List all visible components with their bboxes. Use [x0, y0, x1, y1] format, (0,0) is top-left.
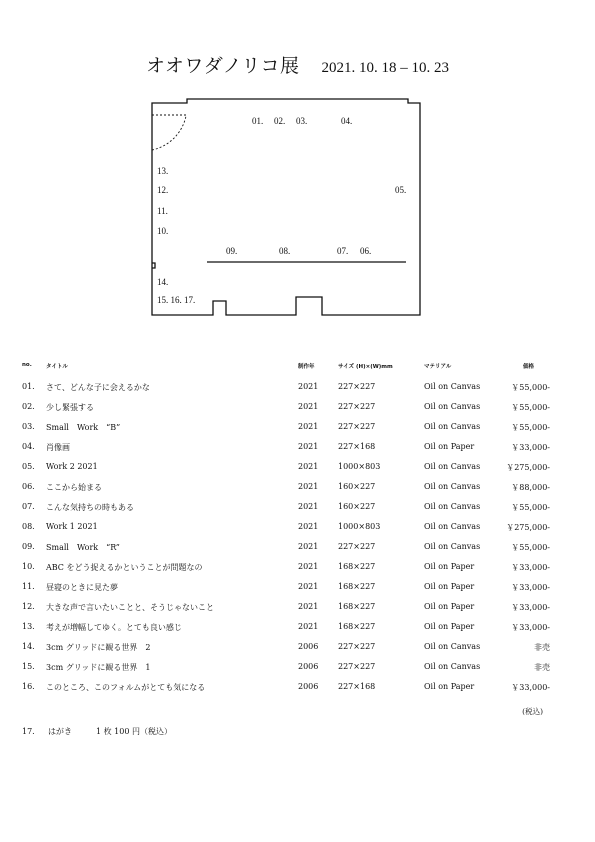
cell-no: 14. [22, 642, 35, 651]
plan-label-02: 02. [274, 116, 286, 126]
cell-price: ￥33,000- [511, 623, 550, 632]
plan-label-08: 08. [279, 246, 291, 256]
cell-material: Oil on Paper [424, 442, 475, 451]
cell-price: ￥88,000- [511, 483, 550, 492]
cell-year: 2021 [298, 602, 319, 611]
cell-title: さて、どんな子に会えるかな [46, 383, 150, 392]
cell-year: 2021 [298, 442, 319, 451]
header-price: 価格 [522, 364, 534, 370]
table-row [20, 602, 560, 622]
cell-year: 2021 [298, 622, 319, 631]
plan-label-04: 04. [341, 116, 353, 126]
cell-price: ￥55,000- [511, 383, 550, 392]
cell-size: 1000×803 [338, 462, 381, 471]
cell-year: 2021 [298, 482, 319, 491]
cell-material: Oil on Canvas [424, 482, 481, 491]
cell-price: ￥33,000- [511, 563, 550, 572]
cell-title: 大きな声で言いたいことと、そうじゃないこと [46, 603, 214, 612]
cell-year: 2021 [298, 502, 319, 511]
cell-title: 少し緊張する [46, 403, 94, 412]
cell-title: 肖像画 [46, 443, 70, 452]
postcard-detail: 1 枚 100 円（税込） [96, 727, 172, 736]
cell-material: Oil on Canvas [424, 542, 481, 551]
plan-label-03: 03. [296, 116, 308, 126]
floor-plan-wall [152, 99, 420, 315]
cell-size: 227×227 [338, 662, 376, 671]
cell-year: 2021 [298, 402, 319, 411]
cell-size: 227×227 [338, 422, 376, 431]
cell-material: Oil on Canvas [424, 662, 481, 671]
table-header [20, 362, 560, 382]
plan-label-11: 11. [157, 206, 168, 216]
cell-title: ここから始まる [46, 483, 102, 492]
artwork-table [20, 362, 560, 702]
table-row [20, 502, 560, 522]
cell-no: 09. [22, 542, 35, 551]
cell-material: Oil on Canvas [424, 402, 481, 411]
cell-year: 2021 [298, 582, 319, 591]
cell-material: Oil on Canvas [424, 522, 481, 531]
header-size: サイズ (H)×(W)mm [338, 364, 393, 370]
cell-year: 2021 [298, 542, 319, 551]
table-row [20, 382, 560, 402]
cell-price: ￥55,000- [511, 403, 550, 412]
cell-no: 16. [22, 682, 35, 691]
table-row [20, 422, 560, 442]
cell-material: Oil on Canvas [424, 502, 481, 511]
floor-plan [0, 0, 595, 330]
cell-no: 15. [22, 662, 35, 671]
cell-price: ￥55,000- [511, 503, 550, 512]
cell-no: 02. [22, 402, 35, 411]
cell-no: 13. [22, 622, 35, 631]
plan-label-01: 01. [252, 116, 264, 126]
cell-title: 3cm グリッドに観る世界 2 [46, 643, 151, 652]
cell-title: Work 2 2021 [46, 462, 98, 471]
header-title: タイトル [46, 364, 68, 370]
cell-price: ￥275,000- [506, 523, 550, 532]
header-no: no. [22, 362, 32, 368]
cell-material: Oil on Canvas [424, 422, 481, 431]
cell-no: 03. [22, 422, 35, 431]
plan-label-13: 13. [157, 166, 169, 176]
cell-size: 227×227 [338, 382, 376, 391]
header-material: マテリアル [424, 364, 452, 370]
plan-label-06: 06. [360, 246, 372, 256]
table-row [20, 662, 560, 682]
cell-size: 160×227 [338, 502, 376, 511]
cell-year: 2021 [298, 382, 319, 391]
cell-year: 2006 [298, 662, 319, 671]
cell-title: 昼寝のときに見た夢 [46, 583, 118, 592]
table-row [20, 642, 560, 662]
table-row [20, 522, 560, 542]
cell-size: 1000×803 [338, 522, 381, 531]
cell-material: Oil on Paper [424, 622, 475, 631]
cell-title: Work 1 2021 [46, 522, 98, 531]
cell-no: 11. [22, 582, 35, 591]
door-swing [152, 115, 186, 150]
cell-price: ￥55,000- [511, 423, 550, 432]
plan-label-12: 12. [157, 185, 169, 195]
cell-size: 227×227 [338, 642, 376, 651]
table-row [20, 622, 560, 642]
cell-size: 168×227 [338, 602, 376, 611]
cell-size: 168×227 [338, 582, 376, 591]
table-row [20, 442, 560, 462]
plan-label-15-16-17: 15. 16. 17. [157, 295, 196, 305]
cell-title: Small Work “R” [46, 543, 120, 552]
table-row [20, 542, 560, 562]
cell-size: 227×168 [338, 442, 376, 451]
postcard-item [22, 726, 172, 737]
cell-size: 227×227 [338, 402, 376, 411]
table-row [20, 482, 560, 502]
plan-label-07: 07. [337, 246, 349, 256]
cell-no: 10. [22, 562, 35, 571]
cell-size: 168×227 [338, 562, 376, 571]
cell-price: 非売 [534, 663, 550, 672]
cell-price: ￥275,000- [506, 463, 550, 472]
exhibition-dates: 2021. 10. 18 – 10. 23 [321, 60, 450, 76]
cell-title: 3cm グリッドに観る世界 1 [46, 663, 151, 672]
cell-year: 2021 [298, 522, 319, 531]
cell-price: ￥33,000- [511, 603, 550, 612]
cell-material: Oil on Canvas [424, 382, 481, 391]
postcard-no: 17. [22, 727, 35, 736]
table-row [20, 682, 560, 702]
cell-year: 2021 [298, 422, 319, 431]
cell-title: 考えが増幅してゆく。とても良い感じ [46, 623, 182, 632]
header-year: 制作年 [298, 364, 315, 370]
table-row [20, 462, 560, 482]
cell-material: Oil on Canvas [424, 462, 481, 471]
cell-no: 07. [22, 502, 35, 511]
cell-title: このところ、このフォルムがとても気になる [46, 683, 206, 692]
plan-label-09: 09. [226, 246, 238, 256]
cell-price: ￥55,000- [511, 543, 550, 552]
cell-no: 01. [22, 382, 35, 391]
cell-title: ABC をどう捉えるかということが問題なの [46, 563, 203, 572]
plan-label-14: 14. [157, 277, 169, 287]
plan-label-10: 10. [157, 226, 169, 236]
cell-price: ￥33,000- [511, 583, 550, 592]
cell-material: Oil on Paper [424, 602, 475, 611]
table-body [20, 382, 560, 702]
cell-year: 2006 [298, 642, 319, 651]
artist-exhibition-name: オオワダノリコ展 [145, 55, 300, 77]
cell-size: 168×227 [338, 622, 376, 631]
cell-price: 非売 [534, 643, 550, 652]
cell-no: 05. [22, 462, 35, 471]
cell-no: 04. [22, 442, 35, 451]
cell-no: 06. [22, 482, 35, 491]
cell-year: 2021 [298, 562, 319, 571]
table-row [20, 402, 560, 422]
table-row [20, 562, 560, 582]
cell-title: Small Work “B” [46, 423, 121, 432]
cell-size: 227×227 [338, 542, 376, 551]
cell-title: こんな気持ちの時もある [46, 503, 134, 512]
cell-material: Oil on Paper [424, 562, 475, 571]
cell-year: 2006 [298, 682, 319, 691]
cell-material: Oil on Paper [424, 582, 475, 591]
cell-size: 160×227 [338, 482, 376, 491]
cell-size: 227×168 [338, 682, 376, 691]
cell-price: ￥33,000- [511, 443, 550, 452]
cell-price: ￥33,000- [511, 683, 550, 692]
table-row [20, 582, 560, 602]
cell-material: Oil on Canvas [424, 642, 481, 651]
cell-year: 2021 [298, 462, 319, 471]
cell-no: 08. [22, 522, 35, 531]
cell-no: 12. [22, 602, 35, 611]
cell-material: Oil on Paper [424, 682, 475, 691]
plan-label-05: 05. [395, 185, 407, 195]
tax-note: (税込) [522, 707, 543, 716]
postcard-label: はがき [48, 727, 72, 736]
